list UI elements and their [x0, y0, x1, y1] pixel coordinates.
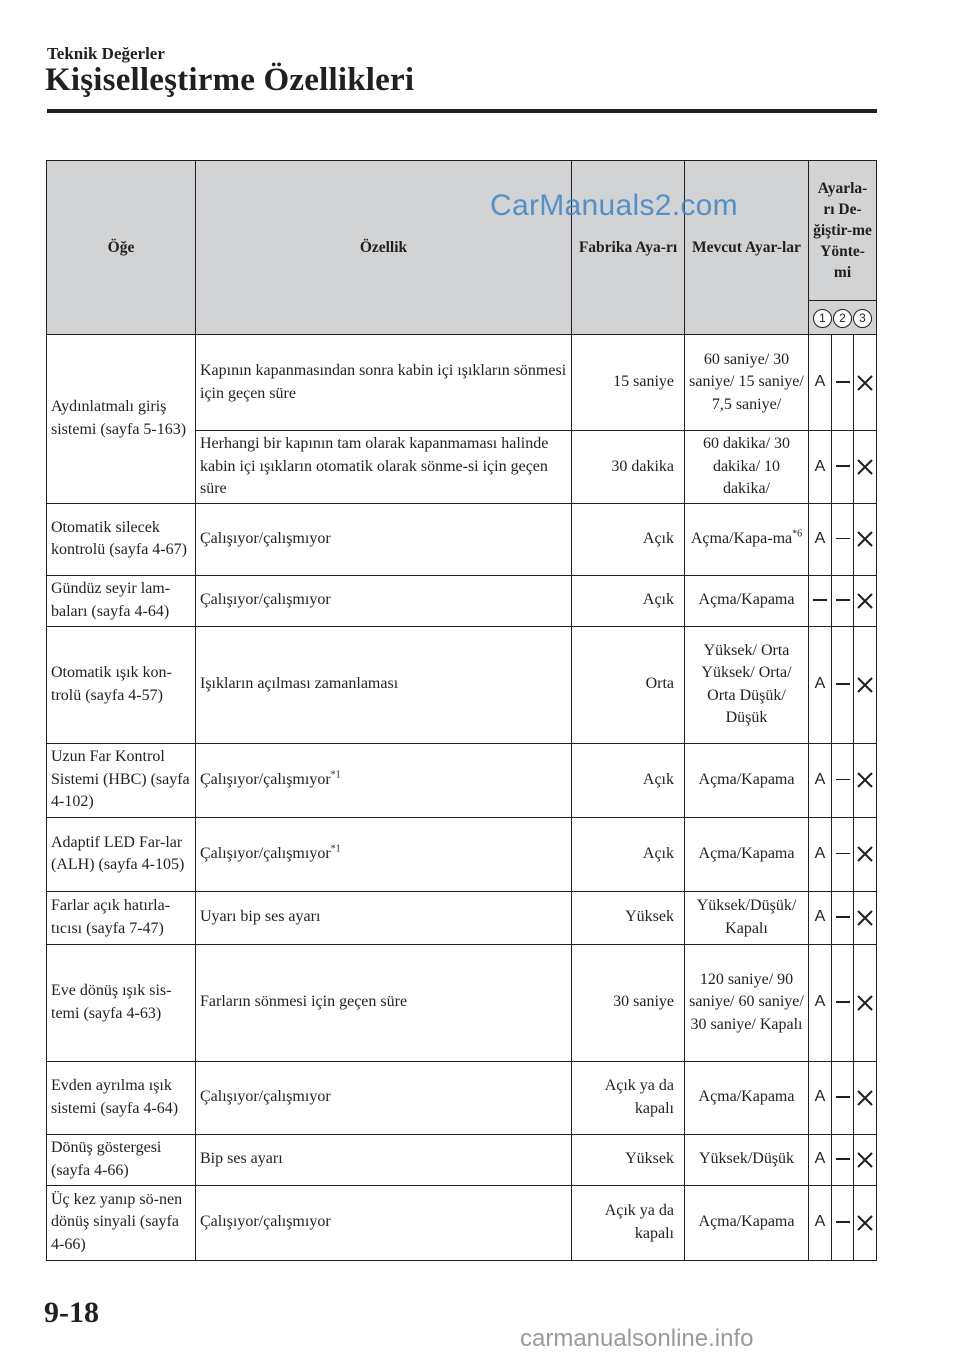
method-value: A	[814, 770, 826, 788]
method-value: A	[814, 844, 826, 862]
row-feature	[196, 743, 572, 817]
dash-mark	[836, 853, 850, 855]
cross-icon	[856, 845, 874, 863]
header-factory: Fabrika Aya-rı	[572, 161, 685, 335]
method-cell	[854, 817, 877, 891]
method-value: A	[814, 373, 826, 391]
row-feature	[196, 1061, 572, 1134]
dash-mark	[836, 779, 850, 781]
cross-icon	[856, 1089, 874, 1107]
method-cell	[854, 626, 877, 743]
row-feature	[196, 817, 572, 891]
method-value: A	[814, 529, 826, 547]
method-cell	[809, 335, 832, 431]
method-number-3: 3	[853, 309, 872, 328]
method-cell	[854, 1134, 877, 1185]
header-item: Öğe	[47, 161, 196, 335]
table-row	[47, 743, 877, 817]
row-factory-setting: Açık	[572, 743, 685, 817]
cross-icon	[856, 530, 874, 548]
cross-icon	[856, 676, 874, 694]
table-row	[47, 575, 877, 626]
method-cell	[832, 944, 854, 1061]
row-item: Evden ayrılma ışık sistemi (sayfa 4-64)	[47, 1061, 196, 1134]
cross-icon	[856, 592, 874, 610]
row-factory-setting: 30 saniye	[572, 944, 685, 1061]
row-item: Uzun Far Kontrol Sistemi (HBC) (sayfa 4-102)	[47, 743, 196, 817]
method-value: A	[814, 1213, 826, 1231]
row-feature	[196, 503, 572, 575]
method-cell	[809, 575, 832, 626]
row-available-settings	[685, 335, 809, 431]
row-available-settings	[685, 1185, 809, 1260]
feature-text: Çalışıyor/çalışmıyor	[200, 529, 331, 547]
feature-text: Herhangi bir kapının tam olarak kapanmaması halinde kabin içi ışıkların otomatik olarak sönme-si için geçen süre	[200, 435, 549, 497]
method-cell	[809, 891, 832, 944]
available-text: Yüksek/ Orta Yüksek/ Orta/ Orta Düşük/ Düşük	[701, 641, 792, 726]
feature-text: Kapının kapanmasından sonra kabin içi ışıkların sönmesi için geçen süre	[200, 362, 567, 402]
available-text: Açma/Kapama	[698, 1088, 795, 1106]
cross-icon	[856, 458, 874, 476]
method-value: A	[814, 675, 826, 693]
row-item: Üç kez yanıp sö-nen dönüş sinyali (sayfa 4-66)	[47, 1185, 196, 1260]
row-item: Dönüş göstergesi (sayfa 4-66)	[47, 1134, 196, 1185]
customization-table	[46, 160, 877, 1261]
footnote-ref: *1	[330, 843, 341, 855]
method-numbers	[809, 301, 877, 335]
table-row	[47, 944, 877, 1061]
table-row	[47, 626, 877, 743]
row-factory-setting: Açık	[572, 817, 685, 891]
row-available-settings	[685, 575, 809, 626]
title-rule	[47, 109, 877, 113]
method-value: A	[814, 1150, 826, 1168]
method-cell	[809, 817, 832, 891]
available-text: 120 saniye/ 90 saniye/ 60 saniye/ 30 saniye/ Kapalı	[689, 970, 804, 1033]
method-cell	[854, 743, 877, 817]
dash-mark	[813, 599, 827, 601]
feature-text: Çalışıyor/çalışmıyor	[200, 770, 331, 788]
method-cell	[809, 431, 832, 504]
row-item: Farlar açık hatırla-tıcısı (sayfa 7-47)	[47, 891, 196, 944]
row-available-settings	[685, 944, 809, 1061]
row-available-settings	[685, 743, 809, 817]
row-available-settings	[685, 503, 809, 575]
feature-text: Uyarı bip ses ayarı	[200, 908, 321, 926]
row-item: Aydınlatmalı giriş sistemi (sayfa 5-163)	[47, 335, 196, 504]
row-available-settings	[685, 1061, 809, 1134]
method-cell	[809, 626, 832, 743]
method-cell	[832, 575, 854, 626]
cross-icon	[856, 374, 874, 392]
row-factory-setting: Orta	[572, 626, 685, 743]
method-cell	[854, 1061, 877, 1134]
row-item: Gündüz seyir lam-baları (sayfa 4-64)	[47, 575, 196, 626]
method-cell	[854, 1185, 877, 1260]
feature-text: Çalışıyor/çalışmıyor	[200, 591, 331, 609]
row-feature	[196, 1185, 572, 1260]
method-cell	[832, 743, 854, 817]
row-feature	[196, 575, 572, 626]
page-title: Kişiselleştirme Özellikleri	[45, 62, 415, 98]
dash-mark	[836, 599, 850, 601]
table-row	[47, 1185, 877, 1260]
available-text: Açma/Kapama	[698, 1213, 795, 1231]
method-cell	[854, 944, 877, 1061]
feature-text: Işıkların açılması zamanlaması	[200, 675, 399, 693]
method-value: A	[814, 993, 826, 1011]
dash-mark	[836, 538, 850, 540]
dash-mark	[836, 381, 850, 383]
row-feature	[196, 431, 572, 504]
method-cell	[809, 743, 832, 817]
method-value: A	[814, 1088, 826, 1106]
method-cell	[832, 626, 854, 743]
feature-text: Çalışıyor/çalışmıyor	[200, 844, 331, 862]
method-cell	[832, 891, 854, 944]
row-available-settings	[685, 891, 809, 944]
footer-watermark: carmanualsonline.info	[520, 1325, 754, 1352]
row-item: Eve dönüş ışık sis-temi (sayfa 4-63)	[47, 944, 196, 1061]
row-factory-setting: Açık ya da kapalı	[572, 1185, 685, 1260]
method-cell	[809, 1185, 832, 1260]
header-available: Mevcut Ayar-lar	[685, 161, 809, 335]
available-text: Açma/Kapa-ma	[690, 529, 793, 547]
table-row	[47, 503, 877, 575]
row-item: Adaptif LED Far-lar (ALH) (sayfa 4-105)	[47, 817, 196, 891]
row-feature	[196, 891, 572, 944]
cross-icon	[856, 1151, 874, 1169]
available-text: 60 dakika/ 30 dakika/ 10 dakika/	[702, 435, 791, 497]
table-body	[47, 335, 877, 1261]
row-factory-setting: 30 dakika	[572, 431, 685, 504]
header-method: Ayarla-rı De-ğiştir-me Yönte-mi	[809, 161, 877, 301]
row-factory-setting: Açık	[572, 575, 685, 626]
method-cell	[809, 944, 832, 1061]
row-factory-setting: 15 saniye	[572, 335, 685, 431]
method-cell	[854, 575, 877, 626]
feature-text: Bip ses ayarı	[200, 1150, 283, 1168]
method-cell	[809, 1134, 832, 1185]
table-row	[47, 817, 877, 891]
dash-mark	[836, 1221, 850, 1223]
row-available-settings	[685, 431, 809, 504]
method-cell	[854, 431, 877, 504]
available-text: Açma/Kapama	[698, 591, 795, 609]
method-cell	[854, 891, 877, 944]
feature-text: Farların sönmesi için geçen süre	[200, 993, 408, 1011]
row-item: Otomatik silecek kontrolü (sayfa 4-67)	[47, 503, 196, 575]
method-value: A	[814, 908, 826, 926]
feature-text: Çalışıyor/çalışmıyor	[200, 1213, 331, 1231]
section-label: Teknik Değerler	[47, 44, 165, 63]
table-row	[47, 891, 877, 944]
method-cell	[832, 335, 854, 431]
method-cell	[809, 1061, 832, 1134]
row-available-settings	[685, 817, 809, 891]
method-cell	[854, 503, 877, 575]
method-number-1: 1	[813, 309, 832, 328]
dash-mark	[836, 1096, 850, 1098]
row-feature	[196, 1134, 572, 1185]
method-cell	[832, 1185, 854, 1260]
row-available-settings	[685, 1134, 809, 1185]
table-row	[47, 335, 877, 431]
feature-text: Çalışıyor/çalışmıyor	[200, 1088, 331, 1106]
dash-mark	[836, 1001, 850, 1003]
available-text: 60 saniye/ 30 saniye/ 15 saniye/ 7,5 saniye/	[689, 350, 804, 413]
footnote-ref: *1	[330, 769, 341, 781]
available-text: Yüksek/Düşük/ Kapalı	[696, 897, 797, 937]
row-factory-setting: Açık	[572, 503, 685, 575]
row-feature	[196, 626, 572, 743]
method-cell	[832, 817, 854, 891]
cross-icon	[856, 771, 874, 789]
available-text: Yüksek/Düşük	[698, 1150, 795, 1168]
method-cell	[832, 1061, 854, 1134]
method-value: A	[814, 457, 826, 475]
dash-mark	[836, 465, 850, 467]
row-factory-setting: Yüksek	[572, 1134, 685, 1185]
dash-mark	[836, 683, 850, 685]
method-cell	[854, 335, 877, 431]
method-number-2: 2	[833, 309, 852, 328]
method-cell	[809, 503, 832, 575]
cross-icon	[856, 909, 874, 927]
row-feature	[196, 335, 572, 431]
row-available-settings	[685, 626, 809, 743]
method-cell	[832, 1134, 854, 1185]
cross-icon	[856, 994, 874, 1012]
table-row	[47, 1134, 877, 1185]
available-text: Açma/Kapama	[698, 770, 795, 788]
footnote-ref: *6	[792, 528, 803, 540]
page-number: 9-18	[44, 1296, 99, 1329]
method-cell	[832, 503, 854, 575]
available-text: Açma/Kapama	[698, 844, 795, 862]
row-factory-setting: Açık ya da kapalı	[572, 1061, 685, 1134]
cross-icon	[856, 1214, 874, 1232]
dash-mark	[836, 916, 850, 918]
row-feature	[196, 944, 572, 1061]
row-item: Otomatik ışık kon-trolü (sayfa 4-57)	[47, 626, 196, 743]
row-factory-setting: Yüksek	[572, 891, 685, 944]
method-cell	[832, 431, 854, 504]
table-row	[47, 1061, 877, 1134]
watermark: CarManuals2.com	[490, 189, 738, 222]
header-feature: Özellik	[196, 161, 572, 335]
dash-mark	[836, 1158, 850, 1160]
